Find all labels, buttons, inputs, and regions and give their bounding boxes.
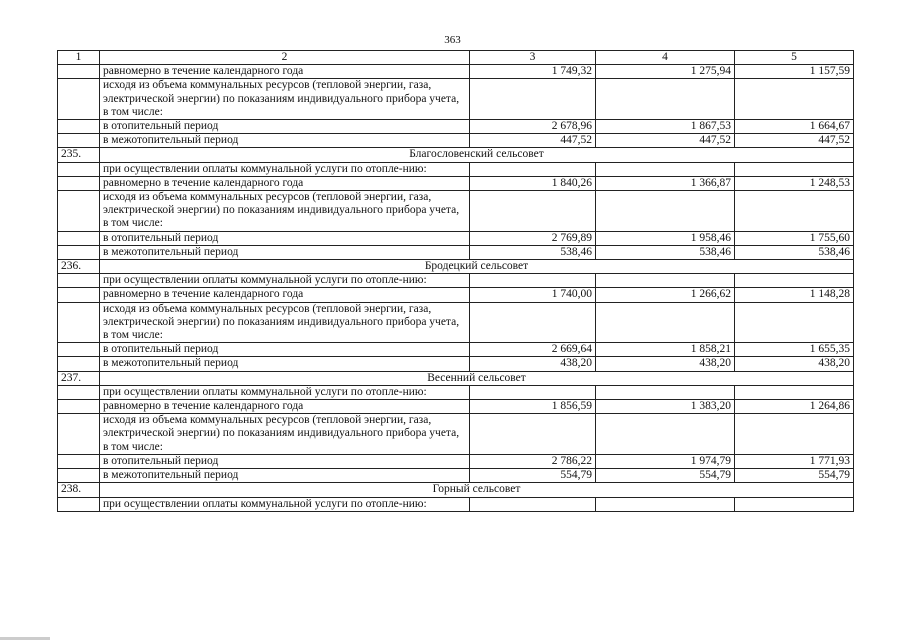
- value-cell-5: [735, 191, 854, 232]
- page-number: 363: [444, 34, 461, 46]
- row-index-cell: [58, 469, 100, 483]
- row-description: при осуществлении оплаты коммунальной услуги по отопле-нию:: [100, 497, 470, 511]
- value-cell-3: 1 856,59: [470, 400, 596, 414]
- value-cell-5: [735, 414, 854, 455]
- value-cell-3: [470, 79, 596, 120]
- value-cell-3: [470, 191, 596, 232]
- section-title: Бродецкий сельсовет: [100, 260, 854, 274]
- value-cell-3: 1 740,00: [470, 288, 596, 302]
- text-row: [58, 497, 854, 511]
- value-cell-5: 447,52: [735, 134, 854, 148]
- value-cell-4: 1 366,87: [596, 176, 735, 190]
- value-cell-5: 1 664,67: [735, 120, 854, 134]
- value-cell-4: [596, 302, 735, 343]
- row-index-cell: [58, 400, 100, 414]
- row-description: равномерно в течение календарного года: [100, 288, 470, 302]
- value-cell-4: [596, 497, 735, 511]
- data-row: [58, 288, 854, 302]
- row-description: исходя из объема коммунальных ресурсов (тепловой энергии, газа, электрической энергии) по показаниям индивидуального прибора учета, в том числе:: [100, 414, 470, 455]
- value-cell-3: 538,46: [470, 245, 596, 259]
- row-description: равномерно в течение календарного года: [100, 65, 470, 79]
- row-index-cell: [58, 497, 100, 511]
- row-description: равномерно в течение календарного года: [100, 176, 470, 190]
- value-cell-4: [596, 191, 735, 232]
- row-index-cell: [58, 288, 100, 302]
- value-cell-5: [735, 162, 854, 176]
- row-description: при осуществлении оплаты коммунальной услуги по отопле-нию:: [100, 162, 470, 176]
- value-cell-3: 1 840,26: [470, 176, 596, 190]
- value-cell-5: 1 148,28: [735, 288, 854, 302]
- row-index-cell: [58, 65, 100, 79]
- row-description: при осуществлении оплаты коммунальной услуги по отопле-нию:: [100, 274, 470, 288]
- value-cell-5: [735, 79, 854, 120]
- row-description: в межотопительный период: [100, 245, 470, 259]
- row-description: в отопительный период: [100, 231, 470, 245]
- section-row: [58, 483, 854, 497]
- value-cell-5: 1 755,60: [735, 231, 854, 245]
- row-index-cell: [58, 120, 100, 134]
- section-title: Весенний сельсовет: [100, 371, 854, 385]
- data-row: [58, 357, 854, 371]
- row-index-cell: [58, 231, 100, 245]
- data-row: [58, 65, 854, 79]
- row-description: при осуществлении оплаты коммунальной услуги по отопле-нию:: [100, 385, 470, 399]
- value-cell-5: 1 248,53: [735, 176, 854, 190]
- data-row: [58, 454, 854, 468]
- value-cell-5: 554,79: [735, 469, 854, 483]
- value-cell-5: [735, 274, 854, 288]
- value-cell-4: [596, 385, 735, 399]
- value-cell-5: [735, 302, 854, 343]
- section-row: [58, 148, 854, 162]
- section-number: 236.: [58, 260, 100, 274]
- value-cell-3: 438,20: [470, 357, 596, 371]
- data-row: [58, 343, 854, 357]
- row-description: исходя из объема коммунальных ресурсов (тепловой энергии, газа, электрической энергии) по показаниям индивидуального прибора учета, в том числе:: [100, 191, 470, 232]
- column-header-3: 3: [470, 51, 596, 65]
- row-index-cell: [58, 274, 100, 288]
- value-cell-3: [470, 385, 596, 399]
- section-number: 238.: [58, 483, 100, 497]
- value-cell-4: 1 858,21: [596, 343, 735, 357]
- data-row: [58, 120, 854, 134]
- row-description: в отопительный период: [100, 343, 470, 357]
- data-row: [58, 245, 854, 259]
- row-index-cell: [58, 343, 100, 357]
- value-cell-3: 2 678,96: [470, 120, 596, 134]
- value-cell-3: 447,52: [470, 134, 596, 148]
- data-row: [58, 469, 854, 483]
- row-description: в межотопительный период: [100, 134, 470, 148]
- row-index-cell: [58, 191, 100, 232]
- column-header-5: 5: [735, 51, 854, 65]
- value-cell-4: 1 266,62: [596, 288, 735, 302]
- section-row: [58, 260, 854, 274]
- text-row: [58, 162, 854, 176]
- data-row: [58, 231, 854, 245]
- value-cell-5: 1 264,86: [735, 400, 854, 414]
- value-cell-4: 538,46: [596, 245, 735, 259]
- value-cell-4: 1 974,79: [596, 454, 735, 468]
- value-cell-4: 447,52: [596, 134, 735, 148]
- value-cell-5: [735, 385, 854, 399]
- value-cell-5: 1 157,59: [735, 65, 854, 79]
- tariff-table: [57, 50, 854, 512]
- row-description: равномерно в течение календарного года: [100, 400, 470, 414]
- value-cell-5: [735, 497, 854, 511]
- text-row: [58, 385, 854, 399]
- value-cell-3: 554,79: [470, 469, 596, 483]
- section-title: Благословенский сельсовет: [100, 148, 854, 162]
- row-description: в отопительный период: [100, 120, 470, 134]
- value-cell-4: 554,79: [596, 469, 735, 483]
- column-header-4: 4: [596, 51, 735, 65]
- value-cell-3: [470, 274, 596, 288]
- table-body: [58, 51, 854, 512]
- value-cell-4: 438,20: [596, 357, 735, 371]
- value-cell-3: 2 786,22: [470, 454, 596, 468]
- value-cell-3: [470, 162, 596, 176]
- table-header-row: [58, 51, 854, 65]
- row-description: исходя из объема коммунальных ресурсов (тепловой энергии, газа, электрической энергии) по показаниям индивидуального прибора учета, в том числе:: [100, 79, 470, 120]
- value-cell-5: 438,20: [735, 357, 854, 371]
- text-row: [58, 302, 854, 343]
- row-index-cell: [58, 162, 100, 176]
- data-row: [58, 176, 854, 190]
- row-description: в отопительный период: [100, 454, 470, 468]
- row-index-cell: [58, 414, 100, 455]
- row-index-cell: [58, 385, 100, 399]
- section-title: Горный сельсовет: [100, 483, 854, 497]
- value-cell-4: 1 275,94: [596, 65, 735, 79]
- row-description: исходя из объема коммунальных ресурсов (тепловой энергии, газа, электрической энергии) по показаниям индивидуального прибора учета, в том числе:: [100, 302, 470, 343]
- row-index-cell: [58, 176, 100, 190]
- text-row: [58, 79, 854, 120]
- value-cell-4: 1 383,20: [596, 400, 735, 414]
- section-row: [58, 371, 854, 385]
- value-cell-4: [596, 162, 735, 176]
- row-index-cell: [58, 454, 100, 468]
- data-row: [58, 134, 854, 148]
- row-index-cell: [58, 245, 100, 259]
- value-cell-5: 538,46: [735, 245, 854, 259]
- value-cell-4: [596, 274, 735, 288]
- text-row: [58, 191, 854, 232]
- value-cell-3: [470, 497, 596, 511]
- row-index-cell: [58, 134, 100, 148]
- value-cell-4: 1 867,53: [596, 120, 735, 134]
- value-cell-5: 1 655,35: [735, 343, 854, 357]
- row-description: в межотопительный период: [100, 469, 470, 483]
- text-row: [58, 274, 854, 288]
- section-number: 235.: [58, 148, 100, 162]
- row-index-cell: [58, 357, 100, 371]
- value-cell-3: [470, 414, 596, 455]
- value-cell-4: [596, 414, 735, 455]
- row-index-cell: [58, 302, 100, 343]
- value-cell-3: 2 769,89: [470, 231, 596, 245]
- value-cell-3: [470, 302, 596, 343]
- data-row: [58, 400, 854, 414]
- row-index-cell: [58, 79, 100, 120]
- value-cell-3: 2 669,64: [470, 343, 596, 357]
- value-cell-3: 1 749,32: [470, 65, 596, 79]
- value-cell-5: 1 771,93: [735, 454, 854, 468]
- value-cell-4: [596, 79, 735, 120]
- column-header-2: 2: [100, 51, 470, 65]
- value-cell-4: 1 958,46: [596, 231, 735, 245]
- text-row: [58, 414, 854, 455]
- section-number: 237.: [58, 371, 100, 385]
- column-header-1: 1: [58, 51, 100, 65]
- row-description: в межотопительный период: [100, 357, 470, 371]
